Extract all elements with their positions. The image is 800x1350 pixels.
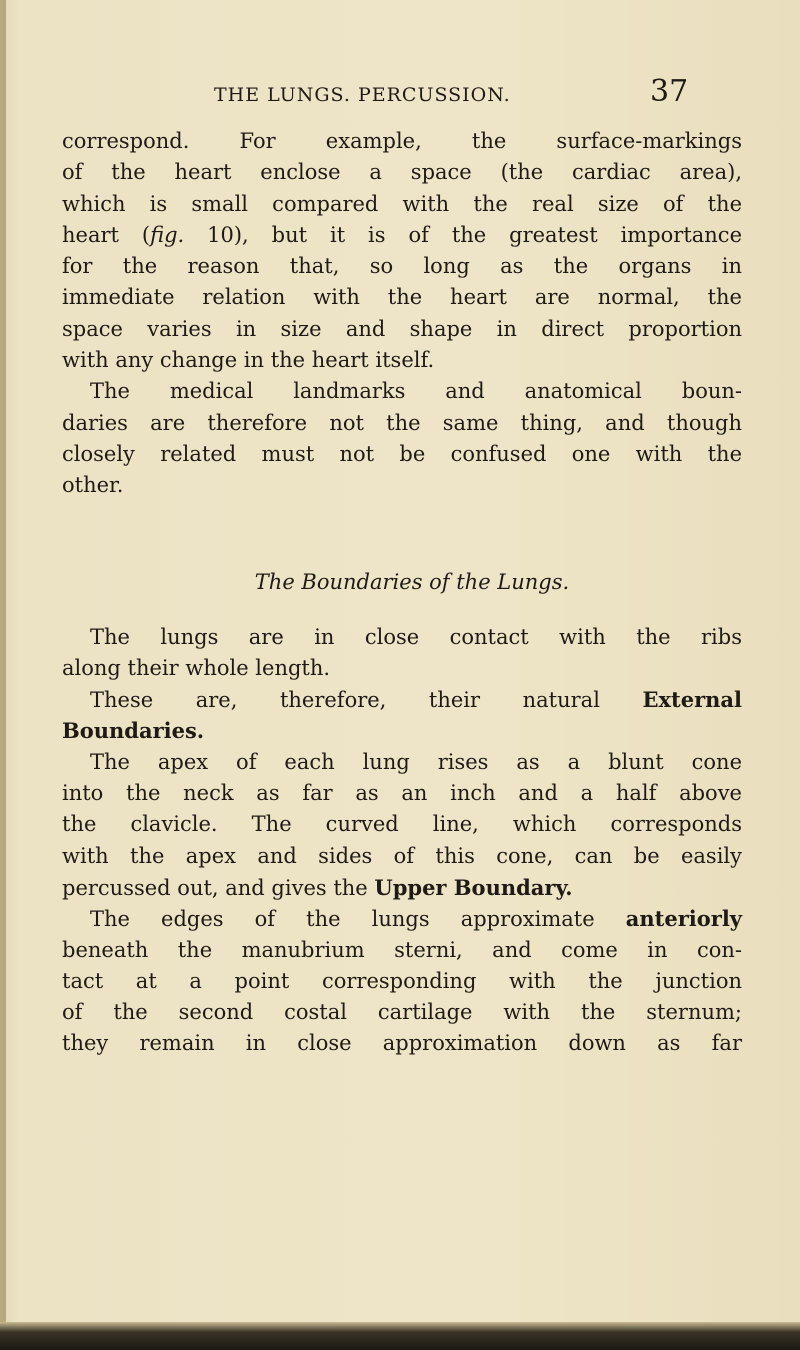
text-line: The lungs are in close contact with the ribs [90,624,742,649]
text-line: The apex of each lung rises as a blunt cone [90,749,742,774]
text-line: for the reason that, so long as the organs in [62,254,742,279]
text-run: 10), but it is of the greatest importance [184,222,742,247]
paragraph [62,126,742,376]
text-line [62,872,742,903]
text-line: closely related must not be confused one with the [62,441,742,466]
page-gutter [0,0,6,1350]
text-line: the clavicle. The curved line, which corresponds [62,812,742,837]
text-line: tact at a point corresponding with the junction [62,968,742,993]
text-line: of the heart enclose a space (the cardiac area), [62,160,742,185]
text-line [62,220,742,251]
section-spacer [62,602,742,622]
body-text [62,126,742,1060]
paragraph [62,747,742,903]
bold-term: anteriorly [625,906,742,932]
text-line: with any change in the heart itself. [62,348,435,373]
text-run: These are, therefore, their natural [90,688,643,713]
running-head: THE LUNGS. PERCUSSION. [214,84,511,106]
bold-term: Upper Boundary. [374,874,573,900]
text-run: The edges of the lungs approximate [90,907,626,932]
bold-term: Boundaries. [62,718,205,744]
text-run: heart ( [62,222,151,247]
paragraph [62,684,742,747]
text-line: The medical landmarks and anatomical boun- [90,379,742,404]
paragraph [62,376,742,501]
text-line: correspond. For example, the surface-markings [62,129,742,153]
text-run: percussed out, and gives the [62,875,375,900]
text-line: immediate relation with the heart are normal, the [62,285,742,310]
text-line: of the second costal cartilage with the sternum; [62,1000,742,1025]
text-line [62,684,742,715]
text-line: with the apex and sides of this cone, can be easily [62,843,742,868]
text-line: which is small compared with the real size of the [62,191,742,216]
section-title: The Boundaries of the Lungs. [254,569,570,594]
page-header [0,74,800,118]
figure-reference: fig. [150,222,185,247]
text-line [62,903,742,934]
text-line: along their whole length. [62,655,331,680]
paragraph [62,622,742,685]
page-bottom-edge [0,1322,800,1350]
page-number: 37 [650,74,689,109]
text-line: they remain in close approximation down as far [62,1031,742,1056]
section-spacer [62,502,742,562]
text-line: space varies in size and shape in direct proportion [62,316,742,341]
text-line: beneath the manubrium sterni, and come in con- [62,937,742,962]
bold-term: External [642,687,742,713]
paragraph [62,903,742,1059]
text-line [62,715,742,746]
text-line: daries are therefore not the same thing, and though [62,410,742,435]
text-line: other. [62,473,124,498]
text-line: into the neck as far as an inch and a half above [62,781,742,806]
